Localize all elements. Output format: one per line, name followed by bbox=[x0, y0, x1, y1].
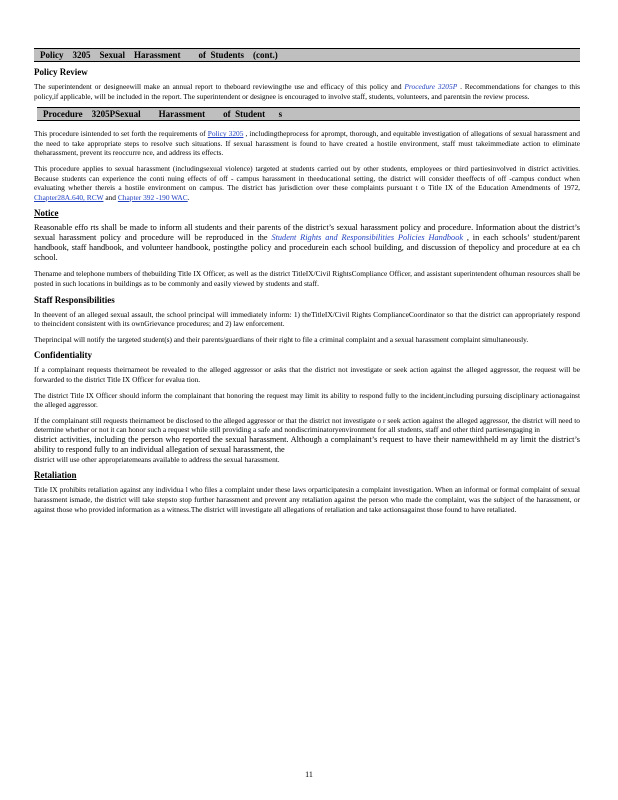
chapter-392-190-wac-link[interactable]: Chapter 392 -190 WAC bbox=[117, 192, 188, 202]
staff-paragraph-2: Theprincipal will notify the targeted student(s) and their parents/guardians of their right to file a criminal complaint and a sexual harassment complaint simultaneously. bbox=[34, 334, 529, 344]
notice-heading: Notice bbox=[34, 208, 59, 219]
procedure-header-bar: Procedure 3205PSexual Harassment of Student s bbox=[37, 107, 580, 121]
retaliation-paragraph: Title IX prohibits retaliation against any individua l who files a complaint under these laws orparticipatesin a complaint investigation. When an informal or formal complaint of sexual harassment ismade, the district will take stepsto stop further harassment and prevent any retaliation against the person who made the complaint, was the subject of the harassment, or against those who provided information as a witness.The district will investigate all allegations of retaliation and take actionsagainst those found to have retaliated. bbox=[34, 485, 580, 514]
retaliation-heading: Retaliation bbox=[34, 470, 77, 481]
student-handbook-link[interactable]: Student Rights and Responsibilities Policies Handbook bbox=[271, 233, 464, 243]
confidentiality-heading: Confidentiality bbox=[34, 350, 93, 361]
confidentiality-paragraph-1: If a complainant requests theirnameot be revealed to the alleged aggressor or asks that the district not investigate or seek action against the alleged aggressor, the request will be forwarded to the district Title IX Officer for evalua tion. bbox=[34, 365, 580, 384]
notice-text-1: Reasonable effo rts shall be made to inform all students and their parents of the district’s sexual harassment policy and procedure. Information about the district’s sexual harassment policy and procedure will be reproduced in the bbox=[34, 223, 580, 243]
procedure-text-1: This procedure isintended to set forth the requirements of bbox=[34, 129, 208, 139]
policy-review-heading: Policy Review bbox=[34, 67, 88, 77]
confidentiality-paragraph-3-end: district will use other appropriatemeans available to address the sexual harassment. bbox=[34, 454, 280, 464]
policy-header-bar: Policy 3205 Sexual Harassment of Students (cont.) bbox=[34, 48, 580, 62]
confidentiality-paragraph-2: The district Title IX Officer should inform the complainant that honoring the request may limit its ability to respond fully to the incident,including pursuing disciplinary actionagainst the alleged aggressor. bbox=[34, 390, 580, 410]
notice-paragraph-2: Thename and telephone numbers of thebuilding Title IX Officer, as well as the district TitleIX/Civil RightsCompliance Officer, and assistant superintendent ofhuman resources shall be posted in such locations in buildings as to be commonly and easily viewed by students and staff. bbox=[34, 269, 580, 288]
procedure-text-2: , includingtheprocess for aprompt, thorough, and equitable investigation of allegations of sexual harassment and the need to take appropriate steps to resolve such situations. If sexual harassment is found to have created a hostile environment, staff must takeimmediate action to eliminate theharassment, prevent its reoccurre nce, and address its effects. bbox=[34, 129, 580, 158]
confidentiality-paragraph-3-large: district activities, including the person who reported the sexual harassment. Although a complainant’s request to have their namewithheld m ay limit the district’s ability to respond fully to an individual allegation of sexual harassment, the bbox=[34, 434, 580, 454]
procedure-p2-text: This procedure applies to sexual harassment (includingsexual violence) targeted at students carried out by other students, employees or third partiesinvolved in district activities. Because students can experience the conti nuing effects of off - campus harassment in theeducational setting, the district will consider theeffects of off -campus conduct when evaluating whether thereis a hostile environment on campus. The district has jurisdiction over these complaints pursuant t o Title IX of the Education Amendments of 1972, bbox=[34, 163, 580, 193]
review-text-2: . Recommendations for changes to this policy,if applicable, will be included in the report. The superintendent or designee is encouraged to involve staff, students, volunteers, and parentsin the review process. bbox=[34, 82, 580, 101]
procedure-paragraph-1 bbox=[34, 129, 580, 158]
page-number: 11 bbox=[305, 770, 313, 779]
policy-3205-link[interactable]: Policy 3205 bbox=[207, 129, 244, 139]
procedure-3205p-link[interactable]: Procedure 3205P bbox=[404, 82, 458, 91]
notice-text-2: , in each schools’ student/parent handbook, staff handbook, and volunteer handbook, postingthe policy and procedurein each school building, and discussion of thepolicy and procedure at ea ch school. bbox=[34, 233, 580, 263]
and-text: and bbox=[103, 192, 118, 202]
review-text-1: The superintendent or designeewill make an annual report to theboard reviewingthe use and efficacy of this policy and bbox=[34, 82, 405, 91]
staff-paragraph-1: In theevent of an alleged sexual assault, the school principal will immediately inform: 1) theTitleIX/Civil Rights ComplianceCoordinator so that the district can appropriately respond to theincident consistent with its ownGrievance procedures; and 2) law enforcement. bbox=[34, 309, 580, 329]
staff-responsibilities-heading: Staff Responsibilities bbox=[34, 294, 115, 305]
rcw-link[interactable]: RCW bbox=[86, 192, 104, 202]
confidentiality-paragraph-3: If the complainant still requests theirnameot be disclosed to the alleged aggressor or that the district not investigate o r seek action against the alleged aggressor, the district will need to determine whether or not it can honor such a request while still providing a safe and nondiscriminatoryenvironment for all students, staff and other third partiesengaging in bbox=[34, 415, 580, 435]
policy-review-paragraph bbox=[34, 82, 580, 101]
notice-paragraph-1 bbox=[34, 223, 580, 263]
document-page bbox=[34, 48, 580, 520]
procedure-paragraph-2 bbox=[34, 164, 580, 202]
chapter-28a-640-link[interactable]: Chapter28A.640, bbox=[34, 192, 85, 202]
period-text: . bbox=[187, 192, 190, 202]
